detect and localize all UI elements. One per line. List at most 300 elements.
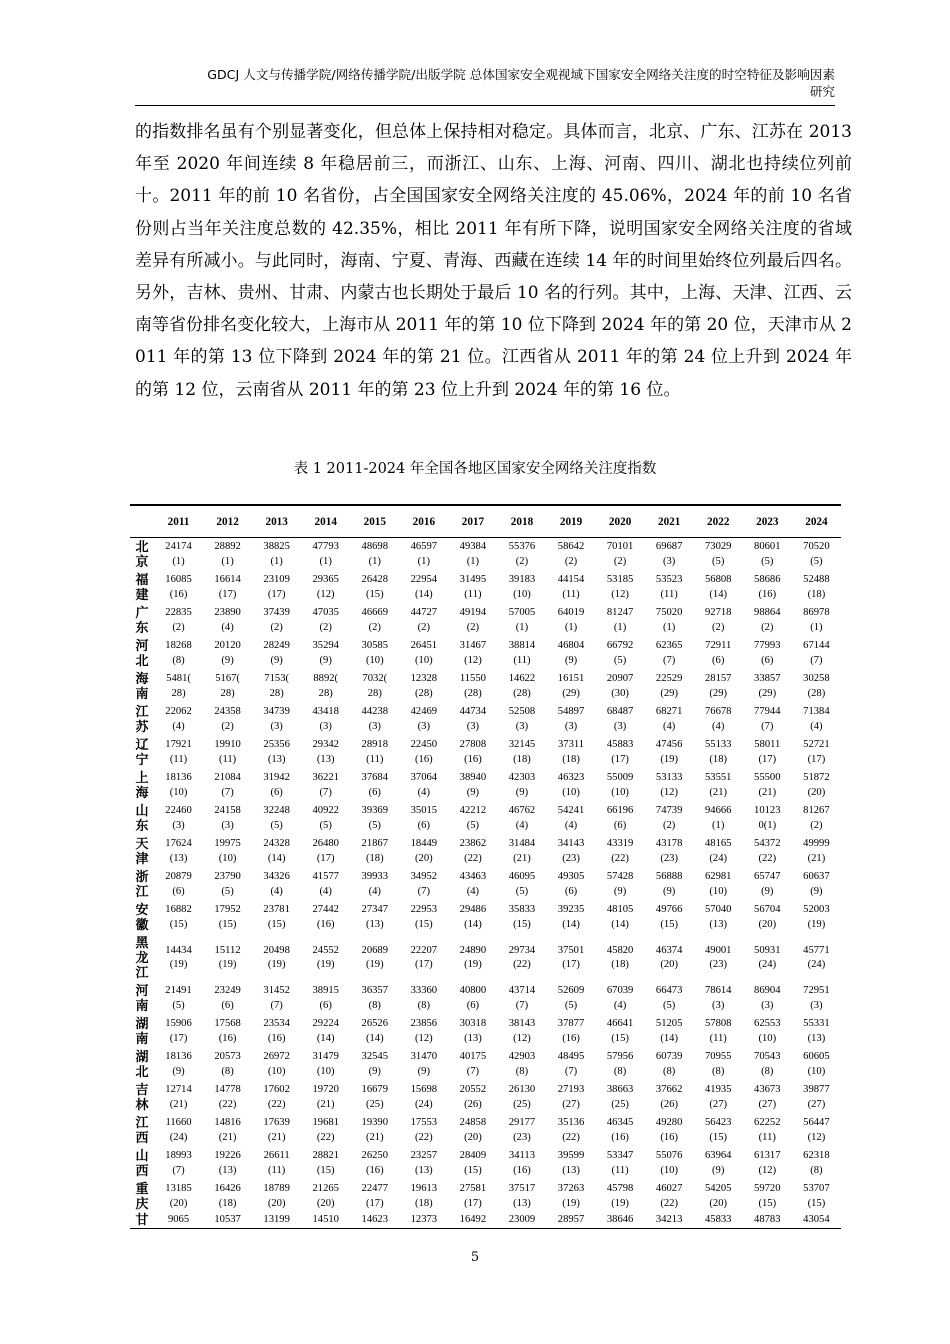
index-value: 17921 — [165, 739, 192, 750]
index-value: 65747 — [754, 871, 781, 882]
rank-value: (17) — [415, 959, 433, 970]
value-cell — [252, 868, 301, 901]
year-header: 2019 — [547, 505, 596, 538]
rank-value: (15) — [169, 918, 188, 930]
index-value: 57005 — [508, 607, 536, 618]
value-cell — [596, 604, 645, 637]
value-cell — [203, 901, 252, 934]
rank-value: (2) — [466, 621, 480, 633]
value-cell — [497, 637, 546, 670]
value-cell — [154, 1213, 203, 1229]
value-cell — [301, 934, 350, 982]
value-cell — [203, 868, 252, 901]
index-value: 49280 — [655, 1117, 683, 1128]
rank-value: (6) — [221, 999, 234, 1011]
value-cell — [448, 1213, 497, 1229]
index-value: 56808 — [704, 574, 732, 585]
value-cell — [203, 1048, 252, 1081]
rank-value: (4) — [270, 885, 283, 897]
index-value: 45771 — [803, 944, 830, 956]
rank-value: (8) — [810, 1164, 823, 1176]
index-value: 28157 — [704, 673, 732, 684]
index-value: 72951 — [803, 985, 830, 996]
rank-value: (10) — [758, 1032, 777, 1044]
index-value: 8892( — [313, 673, 339, 684]
value-cell — [547, 703, 596, 736]
value-cell — [154, 637, 203, 670]
rank-value: (24) — [709, 852, 728, 864]
index-value: 47456 — [655, 739, 683, 750]
value-cell — [645, 1180, 694, 1213]
value-cell — [252, 1180, 301, 1213]
province-char: 北 — [135, 539, 149, 555]
value-cell — [596, 670, 645, 703]
rank-value: (4) — [712, 720, 725, 732]
value-cell — [399, 982, 448, 1015]
index-value: 48698 — [361, 541, 389, 552]
index-value: 20498 — [263, 944, 290, 956]
rank-value: (8) — [613, 1065, 627, 1077]
rank-value: (7) — [564, 1065, 578, 1077]
rank-value: (9) — [417, 1065, 431, 1077]
index-value: 43673 — [754, 1084, 781, 1095]
index-value: 32248 — [263, 805, 290, 816]
rank-value: (17) — [758, 753, 777, 765]
rank-value: (3) — [368, 720, 381, 732]
index-value: 74739 — [655, 805, 683, 816]
index-value: 42469 — [410, 706, 438, 717]
value-cell — [252, 1114, 301, 1147]
rank-value: (2) — [810, 819, 823, 831]
table-row — [130, 1081, 841, 1114]
province-char: 海 — [135, 671, 149, 687]
rank-value: (22) — [218, 1098, 237, 1110]
value-cell — [448, 982, 497, 1015]
index-value: 54897 — [557, 706, 585, 717]
value-cell — [792, 982, 841, 1015]
province-char: 建 — [135, 587, 149, 603]
value-cell — [252, 571, 301, 604]
value-cell — [252, 982, 301, 1015]
rank-value: (6) — [368, 786, 381, 798]
rank-value: (19) — [807, 918, 826, 930]
value-cell — [448, 703, 497, 736]
rank-value: (11) — [562, 588, 580, 600]
index-value: 26428 — [361, 574, 389, 585]
index-value: 15698 — [410, 1084, 438, 1095]
index-value: 52609 — [557, 985, 585, 996]
rank-value: (4) — [810, 720, 823, 732]
province-char: 甘 — [135, 1213, 149, 1228]
rank-value: (19) — [169, 959, 188, 970]
index-value: 16426 — [214, 1183, 241, 1194]
index-value: 34952 — [410, 871, 438, 882]
rank-value: (16) — [611, 1131, 629, 1143]
index-value: 46762 — [508, 805, 536, 816]
value-cell — [252, 901, 301, 934]
rank-value: (10) — [562, 786, 580, 798]
rank-value: (8) — [515, 1065, 529, 1077]
year-header: 2021 — [645, 505, 694, 538]
value-cell — [399, 703, 448, 736]
table-row — [130, 769, 841, 802]
province-char: 庆 — [135, 1196, 149, 1212]
index-value: 5167( — [215, 673, 240, 684]
value-cell — [350, 1180, 399, 1213]
index-value: 16614 — [214, 574, 241, 585]
index-value: 38663 — [606, 1084, 634, 1095]
value-cell — [252, 1081, 301, 1114]
value-cell — [350, 571, 399, 604]
value-cell — [596, 1114, 645, 1147]
index-value: 30318 — [459, 1018, 487, 1029]
index-value: 14622 — [508, 673, 536, 684]
index-value: 26130 — [508, 1084, 536, 1095]
value-cell — [497, 1015, 546, 1048]
value-cell — [203, 670, 252, 703]
value-cell — [301, 1147, 350, 1180]
value-cell — [743, 1081, 792, 1114]
data-table — [130, 504, 841, 1229]
rank-value: (19) — [562, 1197, 580, 1209]
table-row — [130, 835, 841, 868]
value-cell — [547, 1048, 596, 1081]
province-char: 北 — [135, 1064, 149, 1080]
rank-value: (23) — [709, 959, 728, 970]
rank-value: (26) — [464, 1098, 482, 1110]
index-value: 29365 — [312, 574, 339, 585]
rank-value: (2) — [662, 819, 676, 831]
province-cell — [130, 802, 154, 835]
value-cell — [645, 1147, 694, 1180]
province-cell — [130, 1213, 154, 1229]
value-cell — [350, 1114, 399, 1147]
value-cell — [399, 736, 448, 769]
value-cell — [497, 1180, 546, 1213]
index-value: 23790 — [214, 871, 241, 882]
index-value: 61317 — [754, 1150, 781, 1161]
rank-value: (4) — [417, 786, 431, 798]
rank-value: (22) — [611, 852, 629, 864]
value-cell — [154, 538, 203, 572]
rank-value: (1) — [712, 819, 725, 831]
value-cell — [547, 835, 596, 868]
value-cell — [399, 868, 448, 901]
rank-value: (22) — [267, 1098, 286, 1110]
index-value: 22835 — [165, 607, 192, 618]
rank-value: (16) — [316, 918, 335, 930]
index-value: 64019 — [557, 607, 585, 618]
province-char: 江 — [135, 704, 149, 720]
rank-value: (21) — [758, 786, 777, 798]
rank-value: (3) — [515, 720, 529, 732]
rank-value: (8) — [417, 999, 431, 1011]
province-cell — [130, 1081, 154, 1114]
index-value: 48165 — [704, 838, 732, 849]
index-value: 29342 — [312, 739, 339, 750]
rank-value: (3) — [270, 720, 283, 732]
value-cell — [448, 1180, 497, 1213]
value-cell — [645, 538, 694, 572]
rank-value: (8) — [368, 999, 381, 1011]
province-char: 浙 — [135, 869, 149, 885]
index-value: 70520 — [803, 541, 830, 552]
value-cell — [547, 901, 596, 934]
year-header: 2012 — [203, 505, 252, 538]
index-value: 55500 — [754, 772, 781, 783]
index-value: 52488 — [803, 574, 830, 585]
index-value: 66792 — [606, 640, 634, 651]
rank-value: (11) — [513, 654, 531, 666]
page-number: 5 — [470, 1250, 480, 1265]
value-cell — [448, 670, 497, 703]
index-value: 43178 — [655, 838, 683, 849]
index-value: 73029 — [704, 541, 732, 552]
rank-value: (27) — [807, 1098, 826, 1110]
table-row — [130, 982, 841, 1015]
index-value: 18136 — [165, 1051, 192, 1062]
province-char: 徽 — [135, 917, 149, 933]
index-value: 17952 — [214, 904, 241, 915]
rank-value: (20) — [709, 1197, 728, 1209]
index-value: 12328 — [410, 673, 438, 684]
value-cell — [497, 736, 546, 769]
value-cell — [792, 736, 841, 769]
province-char: 江 — [135, 965, 149, 981]
rank-value: (15) — [513, 918, 531, 930]
value-cell — [743, 1147, 792, 1180]
rank-value: (13) — [464, 1032, 482, 1044]
rank-value: (6) — [417, 819, 431, 831]
rank-value: (27) — [709, 1098, 728, 1110]
index-value: 42303 — [508, 772, 536, 783]
index-value: 7153( — [264, 673, 290, 684]
province-char: 上 — [135, 770, 149, 786]
index-value: 70955 — [704, 1051, 732, 1062]
rank-value: (14) — [316, 1032, 335, 1044]
index-value: 52003 — [803, 904, 830, 915]
rank-value: (4) — [662, 720, 676, 732]
value-cell — [399, 1147, 448, 1180]
value-cell — [547, 769, 596, 802]
rank-value: (25) — [365, 1098, 384, 1110]
rank-value: (5) — [515, 885, 529, 897]
value-cell — [645, 637, 694, 670]
index-value: 76678 — [704, 706, 732, 717]
value-cell — [252, 604, 301, 637]
rank-value: (2) — [172, 621, 185, 633]
value-cell — [154, 934, 203, 982]
province-char: 河 — [135, 983, 149, 999]
rank-value: (2) — [417, 621, 431, 633]
value-cell — [792, 637, 841, 670]
value-cell — [301, 901, 350, 934]
province-cell — [130, 637, 154, 670]
index-value: 56704 — [754, 904, 781, 915]
index-value: 49305 — [557, 871, 585, 882]
rank-value: (17) — [267, 588, 286, 600]
index-value: 69687 — [655, 541, 683, 552]
rank-value: (11) — [169, 753, 188, 765]
value-cell — [252, 670, 301, 703]
value-cell — [497, 1081, 546, 1114]
value-cell — [301, 703, 350, 736]
index-value: 62553 — [754, 1018, 781, 1029]
province-cell — [130, 901, 154, 934]
value-cell — [694, 868, 743, 901]
index-value: 20907 — [606, 673, 634, 684]
index-value: 66196 — [606, 805, 634, 816]
table-body — [130, 538, 841, 1229]
index-value: 98864 — [754, 607, 781, 618]
rank-value: (5) — [270, 819, 283, 831]
index-value: 31470 — [410, 1051, 438, 1062]
rank-value: (13) — [316, 753, 335, 765]
value-cell — [399, 1081, 448, 1114]
value-cell — [301, 1213, 350, 1229]
rank-value: (5) — [172, 999, 185, 1011]
province-cell — [130, 1180, 154, 1213]
value-cell — [154, 670, 203, 703]
rank-value: (17) — [464, 1197, 482, 1209]
rank-value: (4) — [613, 999, 627, 1011]
rank-value: (5) — [466, 819, 480, 831]
value-cell — [350, 868, 399, 901]
province-char: 南 — [135, 998, 149, 1014]
rank-value: (9) — [466, 786, 480, 798]
value-cell — [547, 637, 596, 670]
rank-value: (9) — [515, 786, 529, 798]
rank-value: (3) — [221, 819, 234, 831]
rank-value: (12) — [513, 1032, 531, 1044]
province-char: 北 — [135, 653, 149, 669]
rank-value: (6) — [270, 786, 283, 798]
value-cell — [350, 1213, 399, 1229]
index-value: 20573 — [214, 1051, 241, 1062]
rank-value: (1) — [810, 621, 823, 633]
index-value: 55376 — [508, 541, 536, 552]
value-cell — [792, 1147, 841, 1180]
rank-value: (5) — [613, 654, 627, 666]
index-value: 43054 — [803, 1214, 830, 1226]
value-cell — [547, 604, 596, 637]
value-cell — [743, 736, 792, 769]
value-cell — [448, 802, 497, 835]
index-value: 24552 — [312, 944, 339, 956]
index-value: 67039 — [606, 985, 634, 996]
rank-value: (10) — [169, 786, 188, 798]
value-cell — [596, 1015, 645, 1048]
value-cell — [154, 1015, 203, 1048]
index-value: 28892 — [214, 541, 241, 552]
index-value: 49194 — [459, 607, 487, 618]
value-cell — [399, 934, 448, 982]
table-row — [130, 1147, 841, 1180]
rank-value: (15) — [464, 1164, 482, 1176]
province-char: 广 — [135, 605, 149, 621]
index-value: 81247 — [606, 607, 634, 618]
index-value: 55331 — [803, 1018, 830, 1029]
index-value: 44727 — [410, 607, 438, 618]
table-row — [130, 604, 841, 637]
value-cell — [448, 571, 497, 604]
value-cell — [301, 1180, 350, 1213]
value-cell — [547, 802, 596, 835]
year-header: 2023 — [743, 505, 792, 538]
value-cell — [497, 703, 546, 736]
rank-value: (22) — [513, 959, 531, 970]
province-cell — [130, 571, 154, 604]
rank-value: (8) — [172, 654, 185, 666]
rank-value: (13) — [709, 918, 728, 930]
value-cell — [596, 982, 645, 1015]
value-cell — [497, 802, 546, 835]
value-cell — [743, 868, 792, 901]
rank-value: 0(1) — [758, 819, 777, 831]
index-value: 53523 — [655, 574, 683, 585]
value-cell — [743, 1114, 792, 1147]
index-value: 43463 — [459, 871, 487, 882]
rank-value: 28) — [269, 687, 284, 699]
index-value: 37517 — [508, 1183, 536, 1194]
index-value: 57808 — [704, 1018, 732, 1029]
index-value: 18449 — [410, 838, 438, 849]
rank-value: (2) — [319, 621, 332, 633]
value-cell — [203, 1180, 252, 1213]
index-value: 26526 — [361, 1018, 389, 1029]
index-value: 17639 — [263, 1117, 290, 1128]
rank-value: (30) — [611, 687, 629, 699]
rank-value: (8) — [712, 1065, 725, 1077]
index-value: 29224 — [312, 1018, 339, 1029]
value-cell — [645, 835, 694, 868]
value-cell — [694, 736, 743, 769]
rank-value: (3) — [810, 999, 823, 1011]
index-value: 26972 — [263, 1051, 290, 1062]
rank-value: (3) — [172, 819, 185, 831]
index-value: 46323 — [557, 772, 585, 783]
value-cell — [301, 571, 350, 604]
rank-value: (16) — [562, 1032, 580, 1044]
index-value: 31484 — [508, 838, 536, 849]
province-char: 山 — [135, 803, 149, 819]
index-value: 53133 — [655, 772, 683, 783]
value-cell — [645, 1015, 694, 1048]
index-value: 60605 — [803, 1051, 830, 1062]
value-cell — [645, 1048, 694, 1081]
value-cell — [596, 802, 645, 835]
index-value: 53551 — [704, 772, 732, 783]
index-value: 37263 — [557, 1183, 585, 1194]
year-header: 2011 — [154, 505, 203, 538]
index-value: 39369 — [361, 805, 389, 816]
rank-value: (3) — [662, 555, 676, 567]
value-cell — [252, 934, 301, 982]
rank-value: (9) — [613, 885, 627, 897]
index-value: 17624 — [165, 838, 192, 849]
value-cell — [743, 637, 792, 670]
rank-value: (20) — [267, 1197, 286, 1209]
index-value: 16492 — [459, 1214, 487, 1226]
rank-value: (16) — [660, 1131, 678, 1143]
value-cell — [154, 703, 203, 736]
value-cell — [203, 736, 252, 769]
index-value: 44734 — [459, 706, 487, 717]
province-char: 辽 — [135, 737, 149, 753]
value-cell — [596, 835, 645, 868]
index-value: 19910 — [214, 739, 241, 750]
rank-value: (15) — [807, 1197, 826, 1209]
